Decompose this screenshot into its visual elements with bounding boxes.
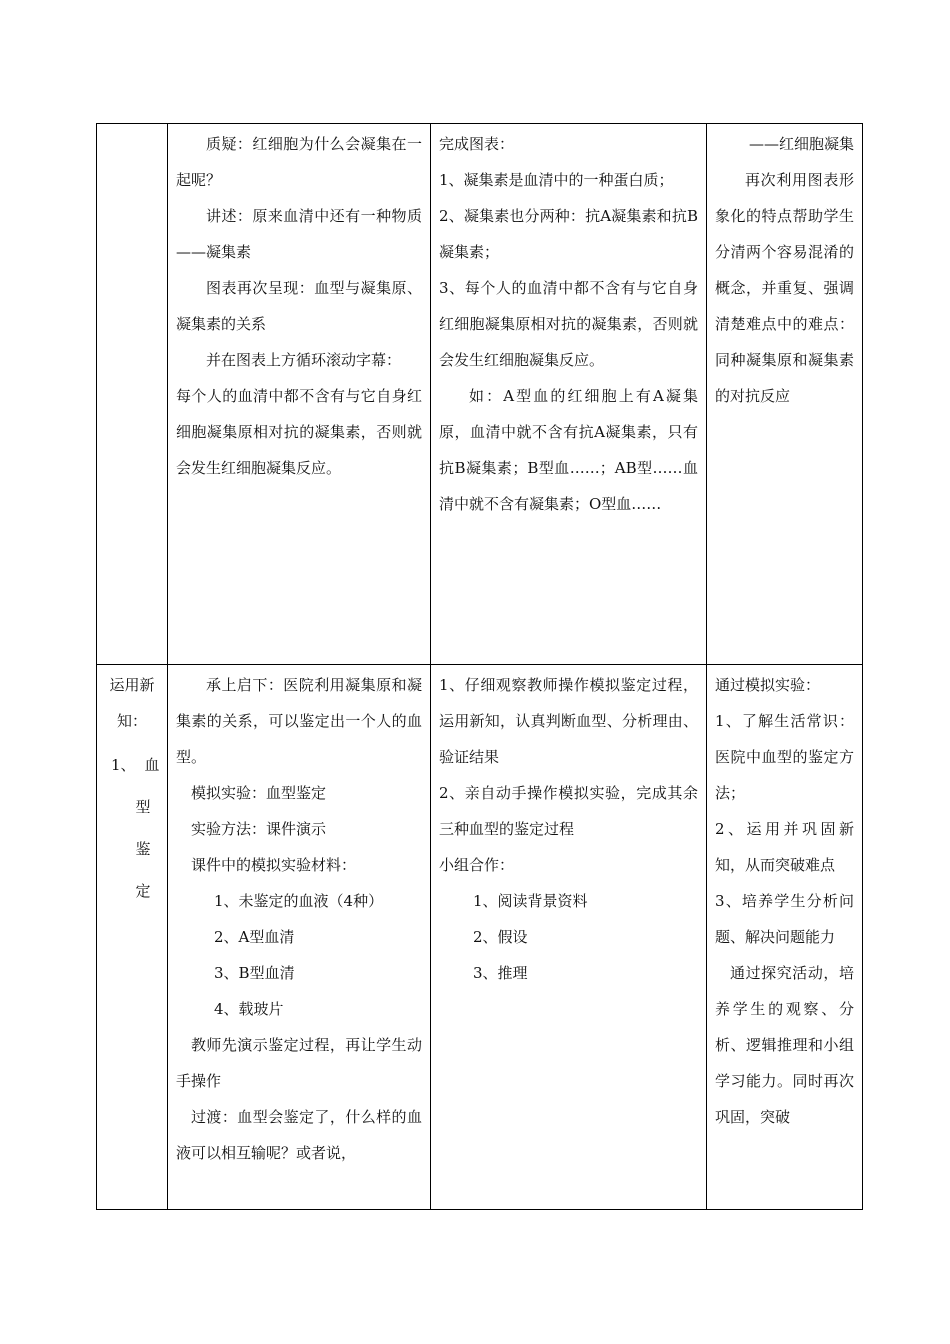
intent-text: 再次利用图表形象化的特点帮助学生分清两个容易混淆的概念，并重复、强调清楚难点中的难点：同种凝集原和凝集素的对抗反应	[715, 171, 854, 405]
group-work-title: 小组合作：	[439, 856, 515, 874]
intent-point: 2、运用并巩固新知，从而突破难点	[715, 820, 854, 874]
student-point-3: 3、每个人的血清中都不含有与它自身红细胞凝集原相对抗的凝集素，否则就会发生红细胞凝集反应。	[439, 279, 698, 369]
teacher-transition: 过渡：血型会鉴定了，什么样的血液可以相互输呢？或者说，	[176, 1108, 422, 1162]
teacher-scrolling-caption-intro: 并在图表上方循环滚动字幕：	[206, 351, 402, 369]
row2-student-activity-cell	[431, 665, 707, 1210]
stage-heading: 运用新知：	[109, 676, 155, 730]
student-step: 2、亲自动手操作模拟实验，完成其余三种血型的鉴定过程	[439, 784, 698, 838]
row2-stage-cell	[97, 665, 168, 1210]
material-item: 4、载玻片	[214, 1000, 284, 1018]
student-point-1: 1、凝集素是血清中的一种蛋白质；	[439, 171, 674, 189]
student-point-2: 2、凝集素也分两种：抗A凝集素和抗B凝集素；	[439, 207, 698, 261]
row2-design-intent-cell	[707, 665, 863, 1210]
stage-item-number: 1、	[111, 756, 136, 774]
teacher-experiment: 模拟实验：血型鉴定	[191, 784, 327, 802]
group-work-item: 1、阅读背景资料	[473, 892, 588, 910]
row1-student-activity-cell	[431, 124, 707, 665]
stage-item-char: 鉴	[135, 840, 151, 858]
student-step: 1、仔细观察教师操作模拟鉴定过程，运用新知，认真判断血型、分析理由、验证结果	[439, 676, 698, 766]
teacher-scrolling-caption: 每个人的血清中都不含有与它自身红细胞凝集原相对抗的凝集素，否则就会发生红细胞凝集反应。	[176, 387, 422, 477]
intent-title: 通过模拟实验：	[715, 676, 821, 694]
intent-point: 1、了解生活常识：医院中血型的鉴定方法；	[715, 712, 854, 802]
stage-item-char: 定	[135, 882, 151, 900]
teacher-demo: 教师先演示鉴定过程，再让学生动手操作	[176, 1036, 422, 1090]
row1-teacher-activity-cell	[168, 124, 431, 665]
lesson-plan-table	[96, 123, 863, 1210]
table-row	[97, 665, 863, 1210]
row1-design-intent-cell	[707, 124, 863, 665]
group-work-item: 2、假设	[473, 928, 528, 946]
student-example: 如：A型血的红细胞上有A凝集原，血清中就不含有抗A凝集素，只有抗B凝集素；B型血……；AB型……血清中就不含有凝集素；O型血……	[439, 387, 698, 513]
teacher-method: 实验方法：课件演示	[191, 820, 327, 838]
material-item: 3、B型血清	[214, 964, 295, 982]
student-task-title: 完成图表：	[439, 135, 515, 153]
teacher-explanation: 讲述：原来血清中还有一种物质——凝集素	[176, 207, 422, 261]
intent-heading: ——红细胞凝集	[748, 135, 854, 153]
intent-point: 3、培养学生分析问题、解决问题能力	[715, 892, 854, 946]
intent-summary: 通过探究活动，培养学生的观察、分析、逻辑推理和小组学习能力。同时再次巩固，突破	[715, 964, 854, 1126]
row1-stage-cell	[97, 124, 168, 665]
material-item: 2、A型血清	[214, 928, 295, 946]
teacher-question: 质疑：红细胞为什么会凝集在一起呢？	[176, 135, 422, 189]
stage-item-char: 血	[144, 756, 160, 774]
row2-teacher-activity-cell	[168, 665, 431, 1210]
teacher-materials-title: 课件中的模拟实验材料：	[191, 856, 357, 874]
group-work-item: 3、推理	[473, 964, 528, 982]
stage-item-char: 型	[135, 798, 151, 816]
teacher-chart-presentation: 图表再次呈现：血型与凝集原、凝集素的关系	[176, 279, 422, 333]
table-row	[97, 124, 863, 665]
material-item: 1、未鉴定的血液（4种）	[214, 892, 384, 910]
teacher-intro: 承上启下：医院利用凝集原和凝集素的关系，可以鉴定出一个人的血型。	[176, 676, 422, 766]
